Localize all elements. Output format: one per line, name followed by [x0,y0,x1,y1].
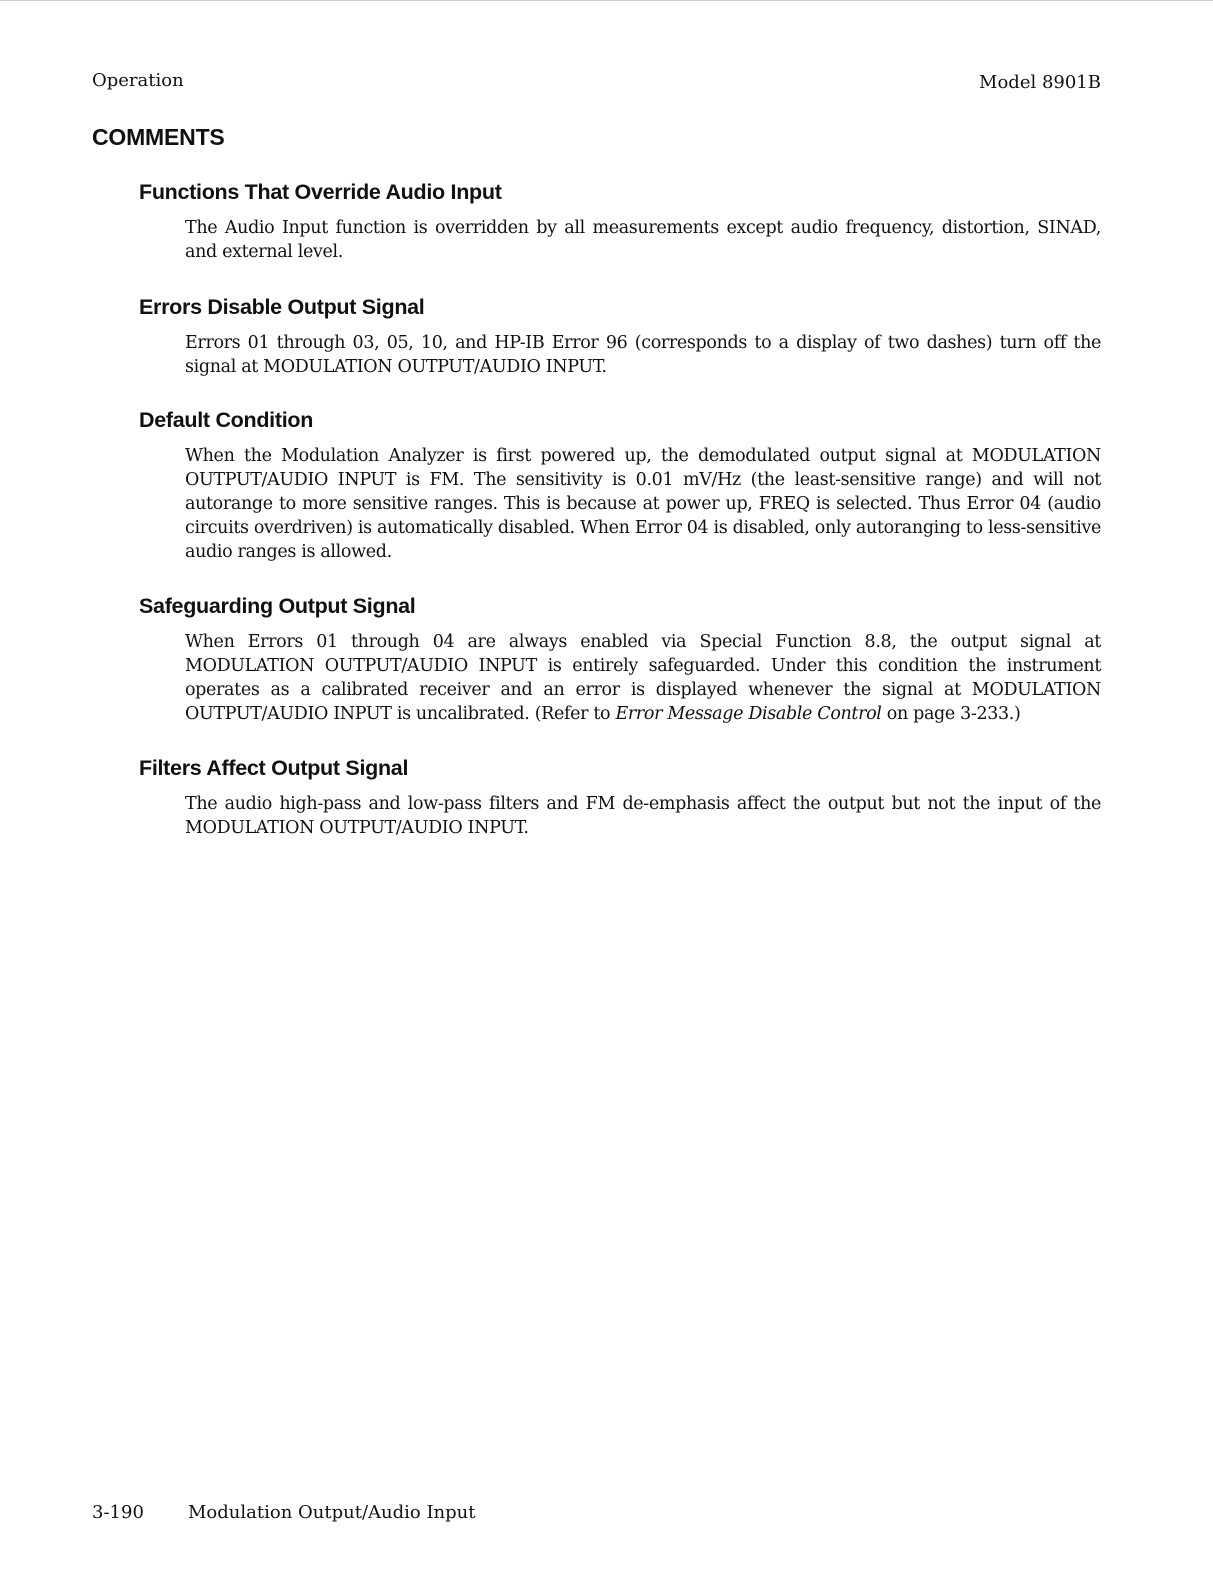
section-title: Filters Affect Output Signal [139,756,409,780]
section-title: Errors Disable Output Signal [139,295,425,319]
section-default-condition [139,406,1101,564]
section-body: The audio high-pass and low-pass filters and FM de-emphasis affect the output but not the input of the MODULATION OUTPUT/AUDIO INPUT. [185,794,1101,838]
section-title: Default Condition [139,408,314,432]
footer-title: Modulation Output/Audio Input [188,1502,476,1523]
section-filters-affect [139,754,1101,840]
running-head-model: Model 8901B [979,72,1101,93]
cross-reference: Error Message Disable Control [615,704,882,724]
body-text-after: on page 3-233.) [881,704,1021,724]
running-head-section: Operation [92,70,184,91]
section-title: Functions That Override Audio Input [139,180,502,204]
section-title: Safeguarding Output Signal [139,594,416,618]
section-body: Errors 01 through 03, 05, 10, and HP-IB Error 96 (corresponds to a display of two dashes) turn off the signal at MODULATION OUTPUT/AUDIO INPUT. [185,333,1101,377]
section-body: When the Modulation Analyzer is first powered up, the demodulated output signal at MODULATION OUTPUT/AUDIO INPUT is FM. The sensitivity is 0.01 mV/Hz (the least-sensitive range) and will not autorange to more sensitive ranges. This is because at power up, FREQ is selected. Thus Error 04 (audio circuits overdriven) is automatically disabled. When Error 04 is disabled, only autoranging to less-sensitive audio ranges is allowed. [185,446,1101,562]
top-rule [0,0,1213,1]
footer-page-number: 3-190 [92,1502,144,1523]
comments-heading: COMMENTS [92,124,225,150]
body-text-before: When Errors 01 through 04 are always enabled via Special Function 8.8, the output signal at MODULATION OUTPUT/AUDIO INPUT is entirely safeguarded. Under this condition the instrument operates as a calibrated receiver and an error is displayed whenever the signal at MODULATION OUTPUT/AUDIO INPUT is uncalibrated. (Refer to [185,632,1101,724]
section-errors-disable [139,293,1101,379]
section-body [185,630,1101,726]
section-safeguarding [139,592,1101,726]
section-functions-override [139,178,1101,264]
section-body: The Audio Input function is overridden by all measurements except audio frequency, distortion, SINAD, and external level. [185,218,1101,262]
